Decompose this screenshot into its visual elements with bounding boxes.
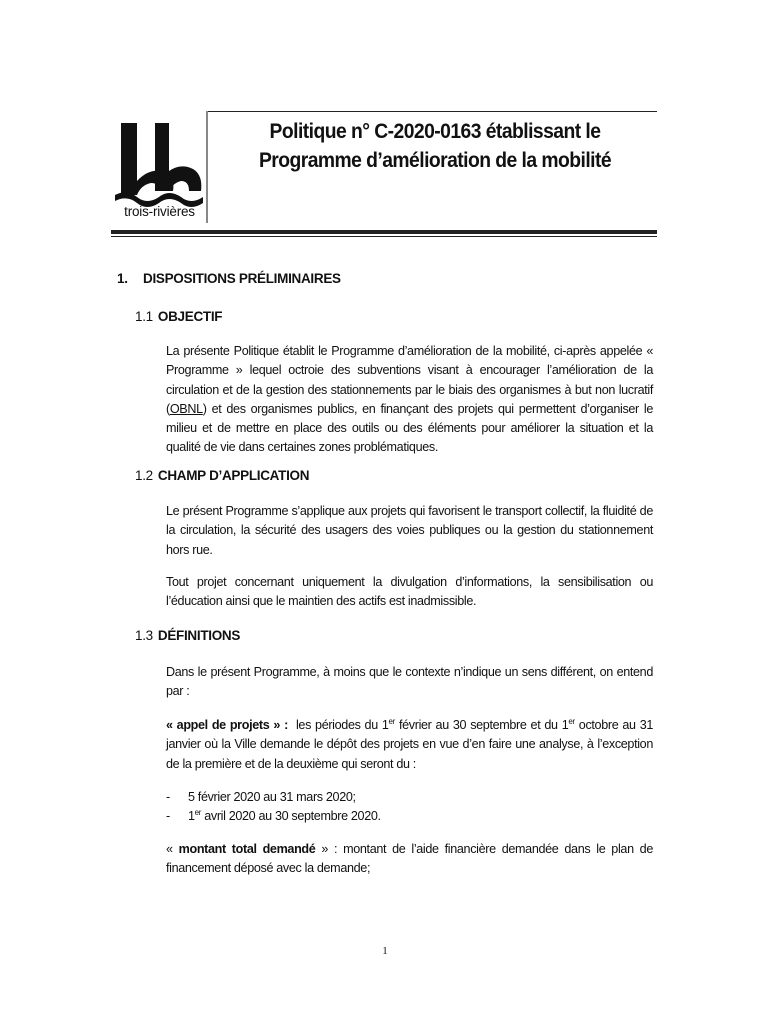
obnl-abbr: OBNL — [169, 401, 203, 416]
subsection-label: CHAMP D’APPLICATION — [157, 468, 310, 483]
list-dash: - — [166, 790, 170, 804]
definition-appel-de-projets — [166, 716, 653, 774]
logo-caption: trois-rivières — [124, 204, 195, 219]
list-item-text — [188, 807, 381, 826]
objectif-text-1: La présente Politique établit le Programme d’amélioration de la mobilité, ci-après appelée « Programme » lequel octroie des subventions visant à encourager l’amélioration de la circulation et de la gestion des stationnements par le biais des organismes à but non lucratif ( — [166, 344, 653, 416]
subsection-number: 1.2 — [135, 468, 153, 483]
quote-close: » : — [315, 842, 338, 856]
quote-open: « — [166, 842, 179, 856]
list-pre: 1 — [188, 809, 195, 823]
def-text: les périodes du 1 — [295, 718, 389, 732]
objectif-text-2: ) et des organismes publics, en finançant des projets qui permettent d’organiser le milieu et de mettre en place des outils ou des éléments pour améliorer la situation et la qualité de vie dans certaines zones problématiques. — [166, 401, 653, 455]
list-item — [166, 807, 653, 826]
champ-paragraph-1: Le présent Programme s’applique aux projets qui favorisent le transport collectif, la fluidité de la circulation, la sécurité des usagers des voies publiques ou la gestion du stationnement hors rue. — [166, 504, 653, 557]
page-number: 1 — [382, 945, 388, 957]
list-item-text: 5 février 2020 au 31 mars 2020; — [188, 790, 356, 804]
date-list — [166, 788, 653, 826]
list-text: avril 2020 au 30 septembre 2020. — [201, 809, 381, 823]
section-label: DISPOSITIONS PRÉLIMINAIRES — [143, 271, 341, 286]
definition-term: montant total demandé — [178, 842, 316, 856]
section-1-heading — [117, 271, 341, 286]
subsection-number: 1.1 — [135, 309, 153, 324]
subsection-1-2-heading — [135, 468, 309, 483]
subsection-number: 1.3 — [135, 628, 153, 643]
document-title — [233, 117, 638, 175]
title-line-1: Politique n° C-2020-0163 établissant le — [269, 120, 601, 143]
superscript: er — [388, 716, 395, 726]
list-item — [166, 788, 653, 807]
def-text: février au 30 septembre et du 1 — [394, 718, 569, 732]
title-line-2: Programme d’amélioration de la mobilité — [258, 149, 612, 172]
header-bottom-rule-thin — [111, 236, 657, 237]
def-text: octobre au 31 janvier où la Ville demande le dépôt des projets en vue d’en faire une analyse, à l’exception de la première et de la deuxième qui seront du : — [166, 718, 654, 771]
list-dash: - — [166, 809, 170, 823]
subsection-1-3-heading — [135, 628, 240, 643]
superscript: er — [194, 807, 202, 817]
section-number: 1. — [117, 271, 128, 286]
subsection-label: OBJECTIF — [157, 309, 223, 324]
definitions-intro: Dans le présent Programme, à moins que le contexte n’indique un sens différent, on entend par : — [166, 665, 653, 699]
champ-paragraph-2: Tout projet concernant uniquement la divulgation d’informations, la sensibilisation ou l’éducation ainsi que le maintien des actifs est inadmissible. — [166, 575, 653, 609]
superscript: er — [568, 716, 575, 726]
definition-montant-total — [166, 840, 653, 879]
definition-term: « appel de projets » : — [166, 718, 288, 732]
header-bottom-rule — [111, 230, 657, 234]
subsection-label: DÉFINITIONS — [157, 628, 241, 643]
objectif-paragraph — [166, 342, 653, 458]
def-text: montant de l’aide financière demandée dans le plan de financement déposé avec la demande; — [166, 842, 653, 876]
subsection-1-1-heading — [135, 309, 222, 324]
